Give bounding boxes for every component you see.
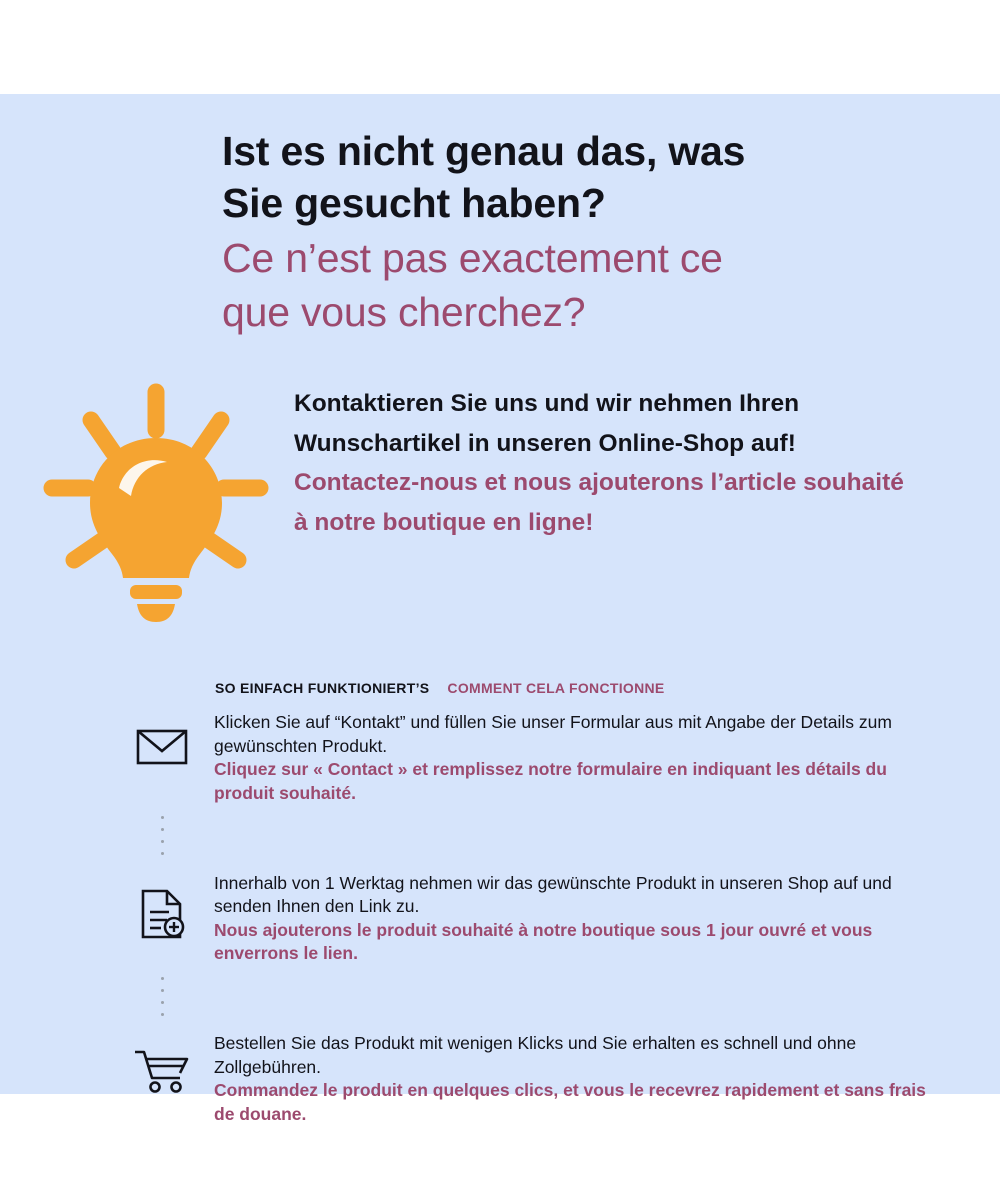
step-de: Bestellen Sie das Produkt mit wenigen Klicks und Sie erhalten es schnell und ohne Zollgebühren. bbox=[214, 1033, 857, 1077]
envelope-icon bbox=[110, 705, 214, 767]
step-connector-dots bbox=[110, 966, 214, 1026]
step-de: Klicken Sie auf “Kontakt” und füllen Sie unser Formular aus mit Angabe der Details zum gewünschten Produkt. bbox=[214, 712, 892, 756]
lightbulb-icon bbox=[34, 378, 279, 633]
step-text bbox=[214, 1026, 940, 1127]
intro-block bbox=[294, 384, 914, 543]
intro-fr: Contactez-nous et nous ajouterons l’article souhaité à notre boutique en ligne! bbox=[294, 469, 904, 537]
step-connector-dots bbox=[110, 806, 214, 866]
step-item bbox=[110, 1026, 940, 1127]
headline-de-line1: Ist es nicht genau das, was bbox=[222, 128, 746, 174]
steps-header-de: SO EINFACH FUNKTIONIERT’S bbox=[215, 680, 430, 696]
shopping-cart-icon bbox=[110, 1026, 214, 1094]
step-fr: Cliquez sur « Contact » et remplissez notre formulaire en indiquant les détails du produit souhaité. bbox=[214, 759, 887, 803]
intro-de: Kontaktieren Sie uns und wir nehmen Ihren Wunschartikel in unseren Online-Shop auf! bbox=[294, 390, 800, 457]
steps-header-fr: COMMENT CELA FONCTIONNE bbox=[447, 680, 665, 696]
headline-de-line2: Sie gesucht haben? bbox=[222, 180, 606, 227]
headline-block bbox=[222, 125, 962, 339]
step-text bbox=[214, 705, 940, 806]
step-item bbox=[110, 705, 940, 806]
step-fr: Commandez le produit en quelques clics, et vous le recevrez rapidement et sans frais de douane. bbox=[214, 1080, 926, 1124]
steps-header bbox=[215, 680, 665, 696]
step-fr: Nous ajouterons le produit souhaité à notre boutique sous 1 jour ouvré et vous enverrons le lien. bbox=[214, 919, 873, 964]
step-de: Innerhalb von 1 Werktag nehmen wir das gewünschte Produkt in unseren Shop auf und senden Ihnen den Link zu. bbox=[214, 872, 892, 917]
steps-list bbox=[110, 705, 940, 1127]
step-item bbox=[110, 866, 940, 967]
step-text bbox=[214, 866, 940, 967]
headline-fr-line1: Ce n’est pas exactement ce bbox=[222, 234, 723, 281]
headline-fr-line2: que vous cherchez? bbox=[222, 289, 586, 336]
document-add-icon bbox=[110, 866, 214, 940]
